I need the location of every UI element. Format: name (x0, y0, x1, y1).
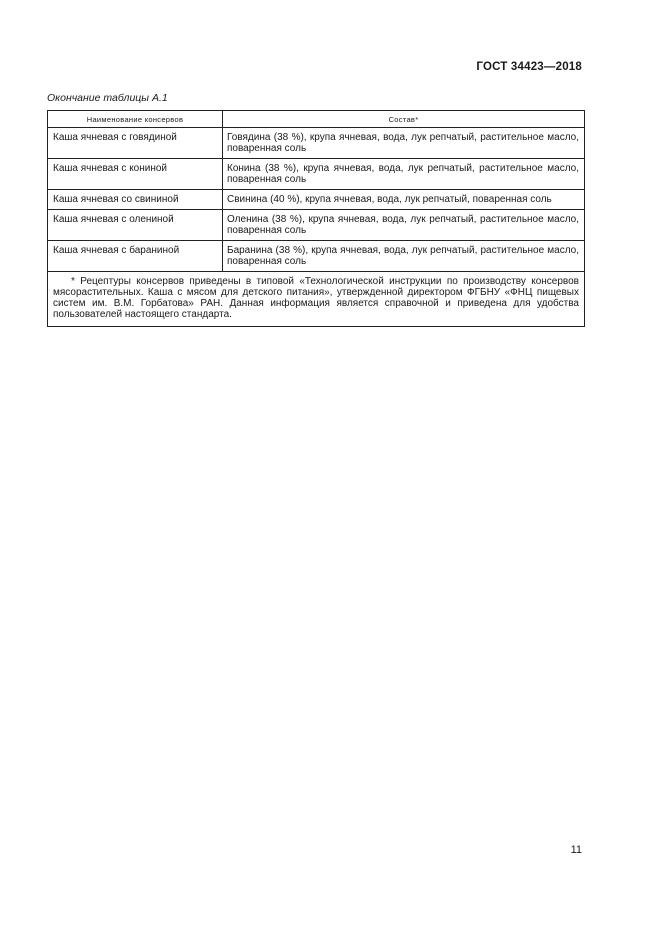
table-header-row (48, 111, 585, 128)
page-number: 11 (570, 844, 582, 856)
column-header-name: Наименование консервов (48, 111, 223, 128)
product-composition: Баранина (38 %), крупа ячневая, вода, лук репчатый, растительное масло, поваренная соль (223, 241, 585, 272)
product-composition: Оленина (38 %), крупа ячневая, вода, лук репчатый, растительное масло, поваренная соль (223, 210, 585, 241)
document-code: ГОСТ 34423—2018 (476, 61, 582, 73)
product-composition: Говядина (38 %), крупа ячневая, вода, лук репчатый, растительное масло, поваренная соль (223, 128, 585, 159)
table-footnote: * Рецептуры консервов приведены в типовой «Технологической инструкции по производству консервов мясорастительных. Каша с мясом для детского питания», утвержденной директором ФГБНУ «ФНЦ пищевых систем им. В.М. Горбатова» РАН. Данная информация является справочной и приведена для удобства пользователей настоящего стандарта. (53, 276, 579, 320)
product-name: Каша ячневая с кониной (48, 159, 223, 190)
table-row (48, 128, 585, 159)
table-row (48, 190, 585, 210)
product-name: Каша ячневая с бараниной (48, 241, 223, 272)
table-row (48, 241, 585, 272)
product-composition: Конина (38 %), крупа ячневая, вода, лук репчатый, растительное масло, поваренная соль (223, 159, 585, 190)
product-name: Каша ячневая со свининой (48, 190, 223, 210)
product-name: Каша ячневая с говядиной (48, 128, 223, 159)
product-composition: Свинина (40 %), крупа ячневая, вода, лук репчатый, поваренная соль (223, 190, 585, 210)
composition-table (47, 110, 585, 327)
column-header-composition: Состав* (223, 111, 585, 128)
table-caption: Окончание таблицы А.1 (47, 92, 168, 104)
table-footnote-cell (48, 272, 585, 327)
table-row (48, 210, 585, 241)
product-name: Каша ячневая с олениной (48, 210, 223, 241)
footnote-row (48, 272, 585, 327)
table-row (48, 159, 585, 190)
